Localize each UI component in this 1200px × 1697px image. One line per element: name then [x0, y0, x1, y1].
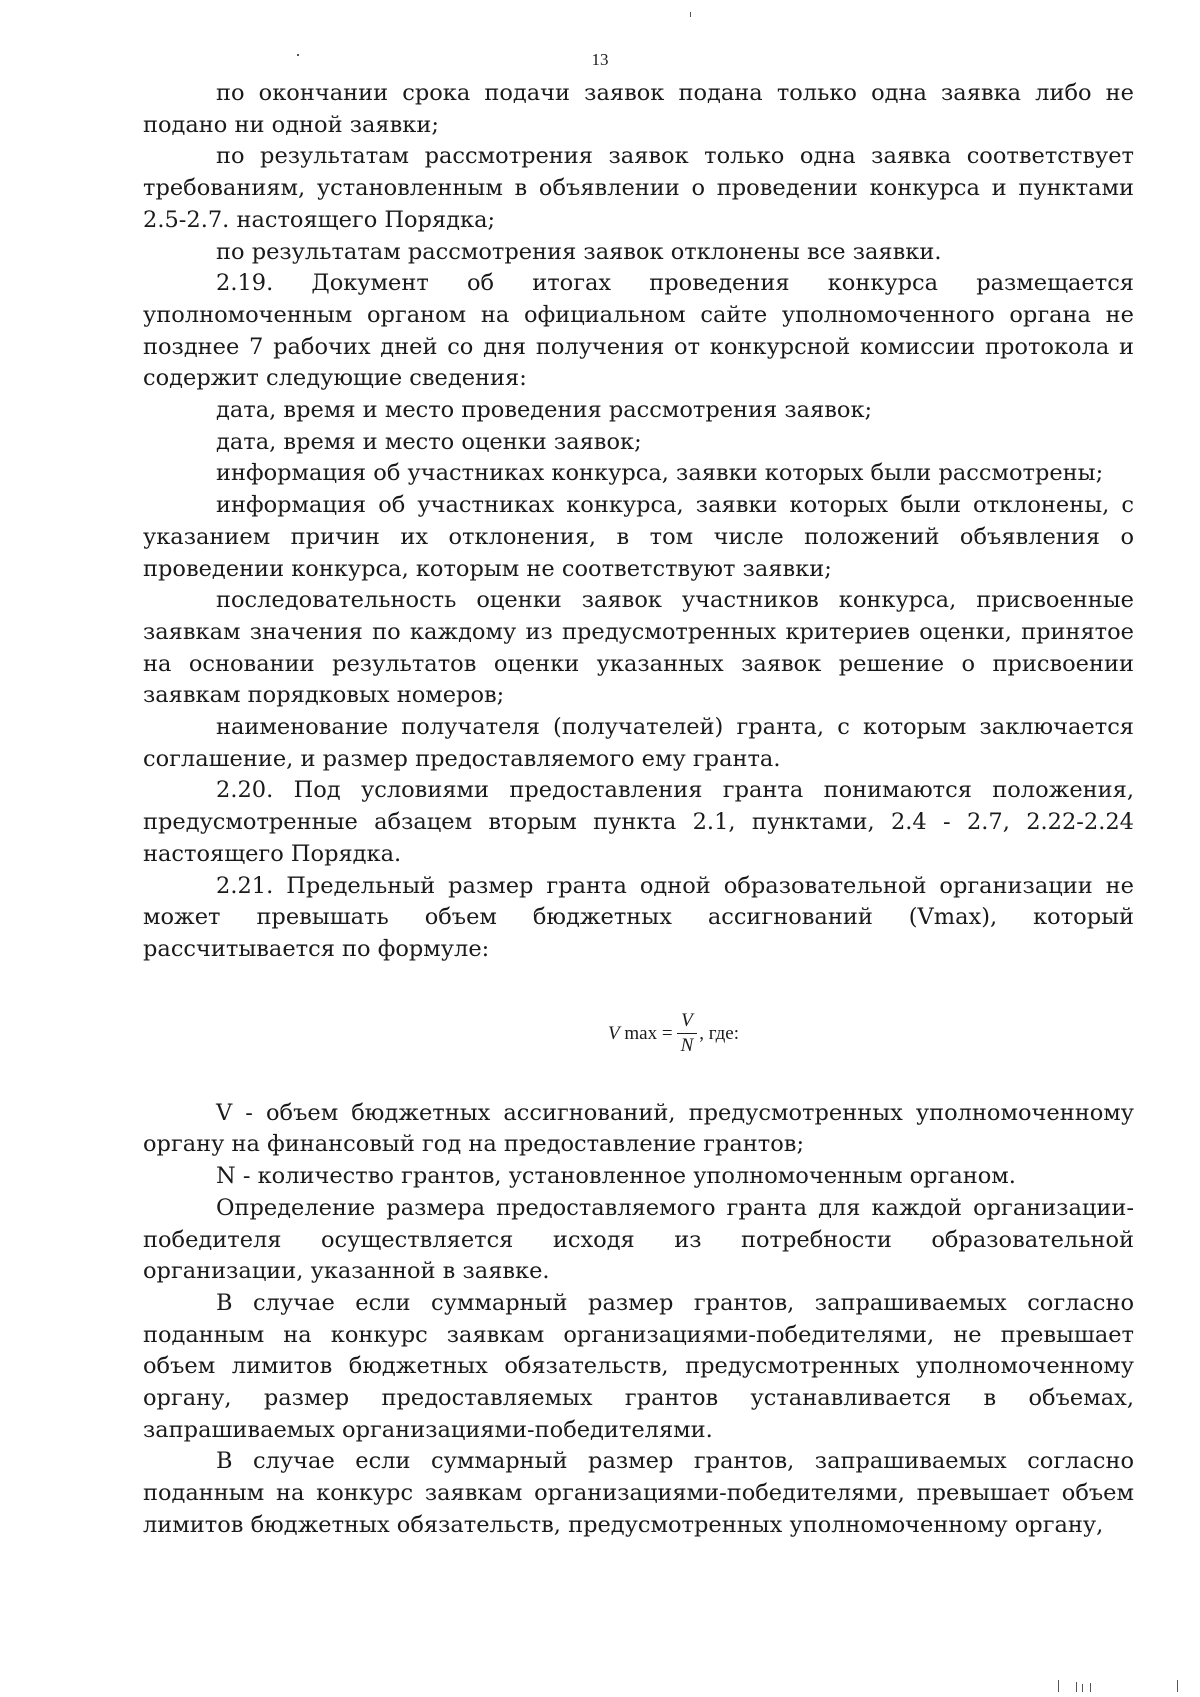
text-block-before-formula — [143, 78, 1134, 966]
formula-lhs-var: V — [608, 1022, 620, 1044]
scan-mark — [1058, 1680, 1059, 1692]
paragraph: N - количество грантов, установленное уполномоченным органом. — [216, 1163, 1016, 1190]
scan-mark — [1090, 1683, 1091, 1692]
paragraph: информация об участниках конкурса, заявки которых были рассмотрены; — [216, 460, 1104, 487]
paragraph: 2.20. Под условиями предоставления гранта понимаются положения, предусмотренные абзацем вторым пункта 2.1, пунктами, 2.4 - 2.7, 2.22-2.24 настоящего Порядка. — [143, 777, 1134, 867]
paragraph: В случае если суммарный размер грантов, запрашиваемых согласно поданным на конкурс заявкам организациями-победителями, превышает объем лимитов бюджетных обязательств, предусмотренных уполномоченному органу, — [143, 1448, 1134, 1538]
paragraph: последовательность оценки заявок участников конкурса, присвоенные заявкам значения по каждому из предусмотренных критериев оценки, принятое на основании результатов оценки указанных заявок решение о присвоении заявкам порядковых номеров; — [143, 587, 1134, 709]
scan-mark — [1076, 1682, 1077, 1692]
document-body — [143, 78, 1134, 1542]
paragraph: по окончании срока подачи заявок подана только одна заявка либо не подано ни одной заявки; — [143, 80, 1134, 138]
scan-mark — [297, 54, 299, 56]
formula-vmax — [143, 988, 1134, 1080]
formula-numerator: V — [677, 1010, 697, 1034]
paragraph: 2.19. Документ об итогах проведения конкурса размещается уполномоченным органом на официальном сайте уполномоченного органа не позднее 7 рабочих дней со дня получения от конкурсной комиссии протокола и содержит следующие сведения: — [143, 270, 1134, 392]
paragraph: V - объем бюджетных ассигнований, предусмотренных уполномоченному органу на финансовый год на предоставление грантов; — [143, 1099, 1134, 1158]
text-block-after-formula — [143, 1098, 1134, 1542]
formula-fraction — [677, 1010, 698, 1057]
paragraph: наименование получателя (получателей) гранта, с которым заключается соглашение, и размер предоставляемого ему гранта. — [143, 714, 1134, 772]
paragraph: Определение размера предоставляемого гранта для каждой организации-победителя осуществляется исходя из потребности образовательной организации, указанной в заявке. — [143, 1194, 1134, 1285]
formula-lhs-sub: max — [624, 1022, 658, 1044]
page-number: 13 — [591, 50, 609, 69]
formula-equals: = — [661, 1022, 673, 1044]
paragraph: 2.21. Предельный размер гранта одной образовательной организации не может превышать объем бюджетных ассигнований (Vmax), который рассчитывается по формуле: — [143, 872, 1134, 962]
formula-suffix: , где: — [699, 1022, 739, 1044]
paragraph: дата, время и место проведения рассмотрения заявок; — [216, 397, 873, 424]
paragraph: информация об участниках конкурса, заявки которых были отклонены, с указанием причин их отклонения, в том числе положений объявления о проведении конкурса, которым не соответствуют заявки; — [143, 492, 1134, 582]
formula-denominator: N — [680, 1035, 694, 1057]
paragraph: по результатам рассмотрения заявок только одна заявка соответствует требованиям, установленным в объявлении о проведении конкурса и пунктами 2.5-2.7. настоящего Порядка; — [143, 143, 1134, 233]
scan-mark — [690, 12, 691, 17]
scan-mark — [1082, 1684, 1083, 1692]
scan-mark — [1177, 1680, 1178, 1692]
paragraph: дата, время и место оценки заявок; — [216, 428, 642, 455]
paragraph: по результатам рассмотрения заявок отклонены все заявки. — [216, 238, 942, 265]
paragraph: В случае если суммарный размер грантов, запрашиваемых согласно поданным на конкурс заявкам организациями-победителями, не превышает объем лимитов бюджетных обязательств, предусмотренных уполномоченному органу, размер предоставляемых грантов устанавливается в объемах, запрашиваемых организациями-победителями. — [143, 1289, 1134, 1443]
